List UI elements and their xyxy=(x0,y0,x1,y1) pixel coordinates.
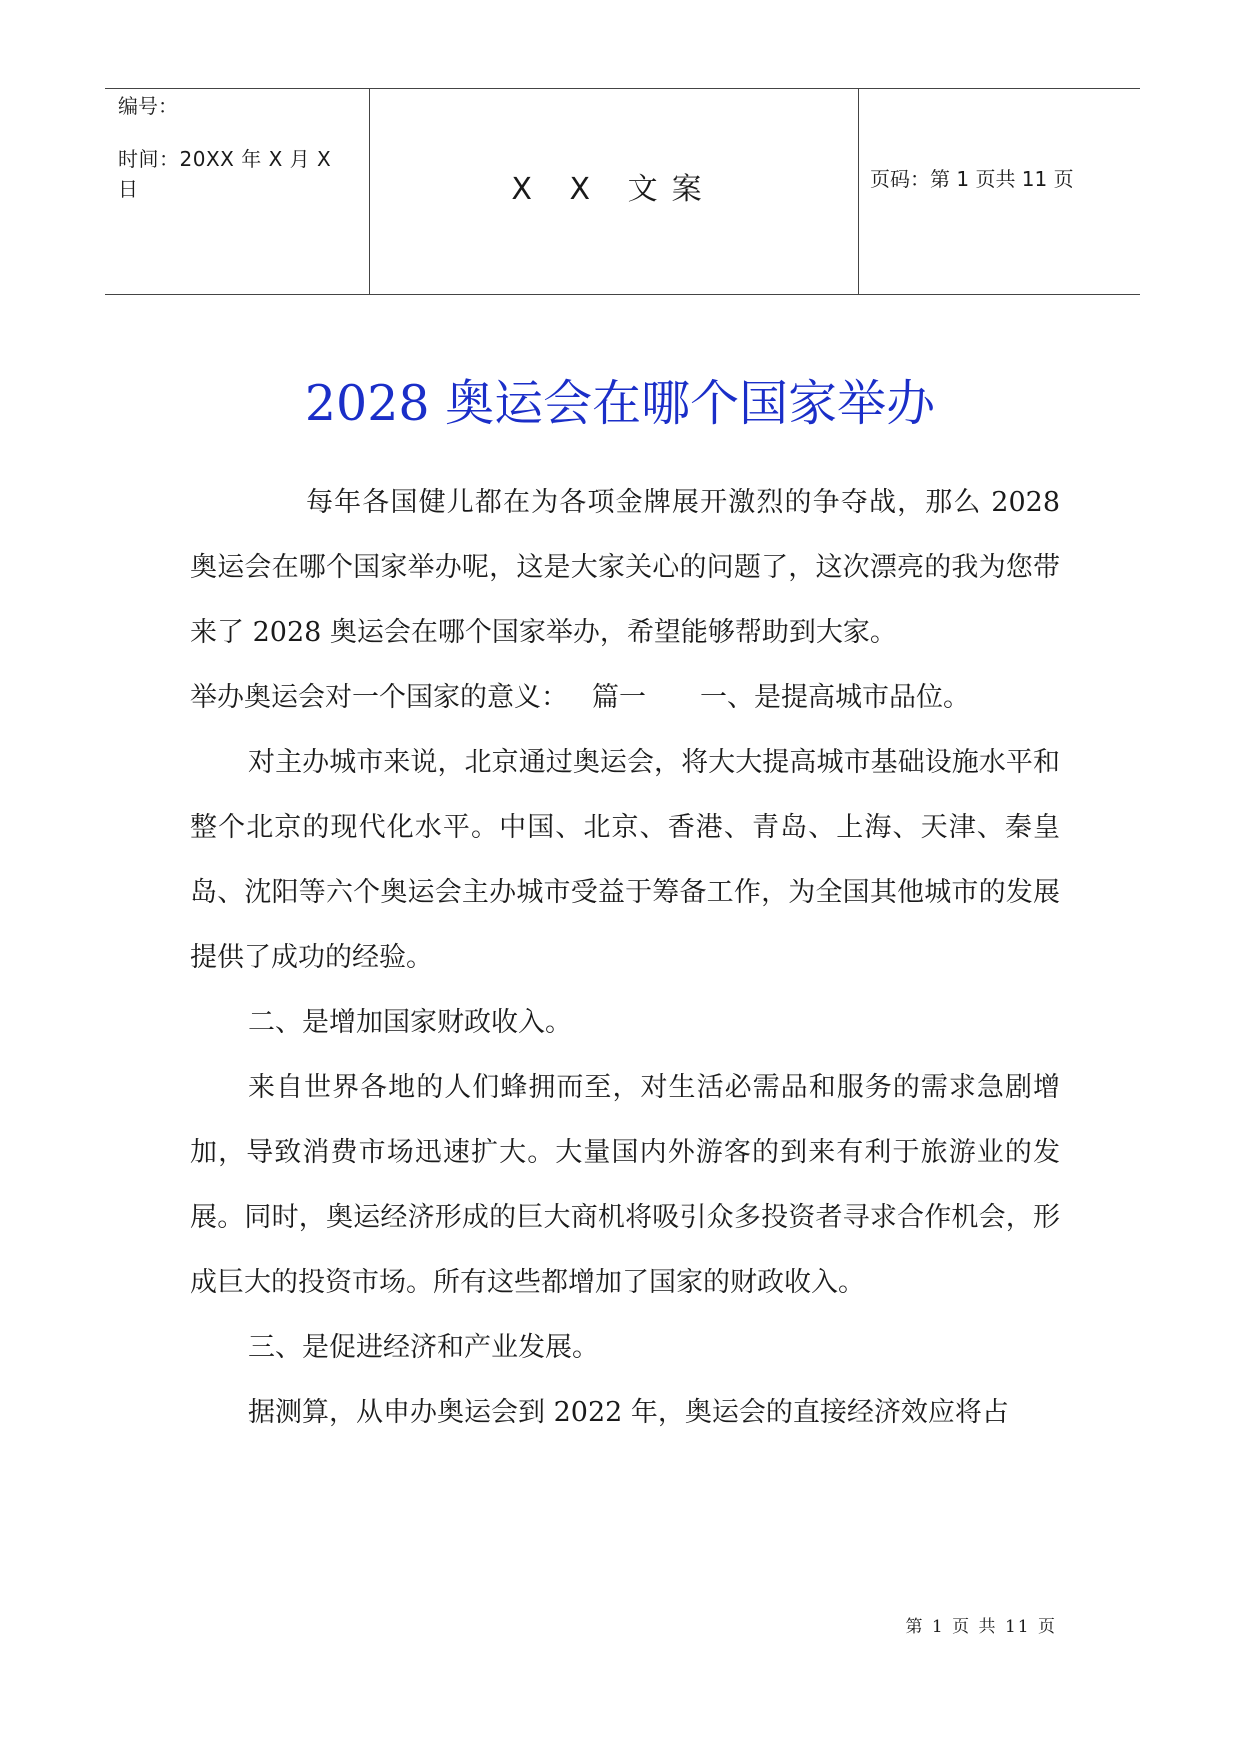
paragraph-finance: 来自世界各地的人们蜂拥而至，对生活必需品和服务的需求急剧增加，导致消费市场迅速扩大。大量国内外游客的到来有利于旅游业的发展。同时，奥运经济形成的巨大商机将吸引众多投资者寻求合作机会，形成巨大的投资市场。所有这些都增加了国家的财政收入。 xyxy=(190,1072,1060,1298)
section-heading: 举办奥运会对一个国家的意义： xyxy=(190,682,568,713)
paragraph-point-two: 二、是增加国家财政收入。 xyxy=(248,1007,572,1038)
document-time-label: 时间：20XX 年 X 月 X 日 xyxy=(118,147,332,201)
header-page-cell xyxy=(858,89,1140,294)
paragraph-economy: 据测算，从申办奥运会到 2022 年，奥运会的直接经济效应将占 xyxy=(248,1397,1009,1428)
header-table xyxy=(105,88,1140,295)
paragraph-intro: 每年各国健儿都在为各项金牌展开激烈的争夺战，那么 2028 奥运会在哪个国家举办呢，这是大家关心的问题了，这次漂亮的我为您带来了 2028 奥运会在哪个国家举办，希望能够帮助到大家。 xyxy=(190,487,1060,648)
page-code: 页码：第 1 页共 11 页 xyxy=(870,167,1074,191)
document-type: X X 文案 xyxy=(511,172,716,207)
header-meta-cell xyxy=(105,89,370,294)
document-body xyxy=(190,470,1060,1445)
document-title: 2028 奥运会在哪个国家举办 xyxy=(304,375,936,432)
paragraph-city: 对主办城市来说，北京通过奥运会，将大大提高城市基础设施水平和整个北京的现代化水平。中国、北京、香港、青岛、上海、天津、秦皇岛、沈阳等六个奥运会主办城市受益于筹备工作，为全国其他城市的发展提供了成功的经验。 xyxy=(190,747,1060,973)
header-title-cell xyxy=(369,89,859,294)
section-point-one: 一、是提高城市品位。 xyxy=(700,682,970,713)
page-footer: 第 1 页 共 11 页 xyxy=(905,1617,1057,1637)
section-heading-line xyxy=(190,665,1060,730)
paragraph-point-three: 三、是促进经济和产业发展。 xyxy=(248,1332,599,1363)
document-id-label: 编号： xyxy=(118,94,178,118)
section-chapter: 篇一 xyxy=(592,682,646,713)
